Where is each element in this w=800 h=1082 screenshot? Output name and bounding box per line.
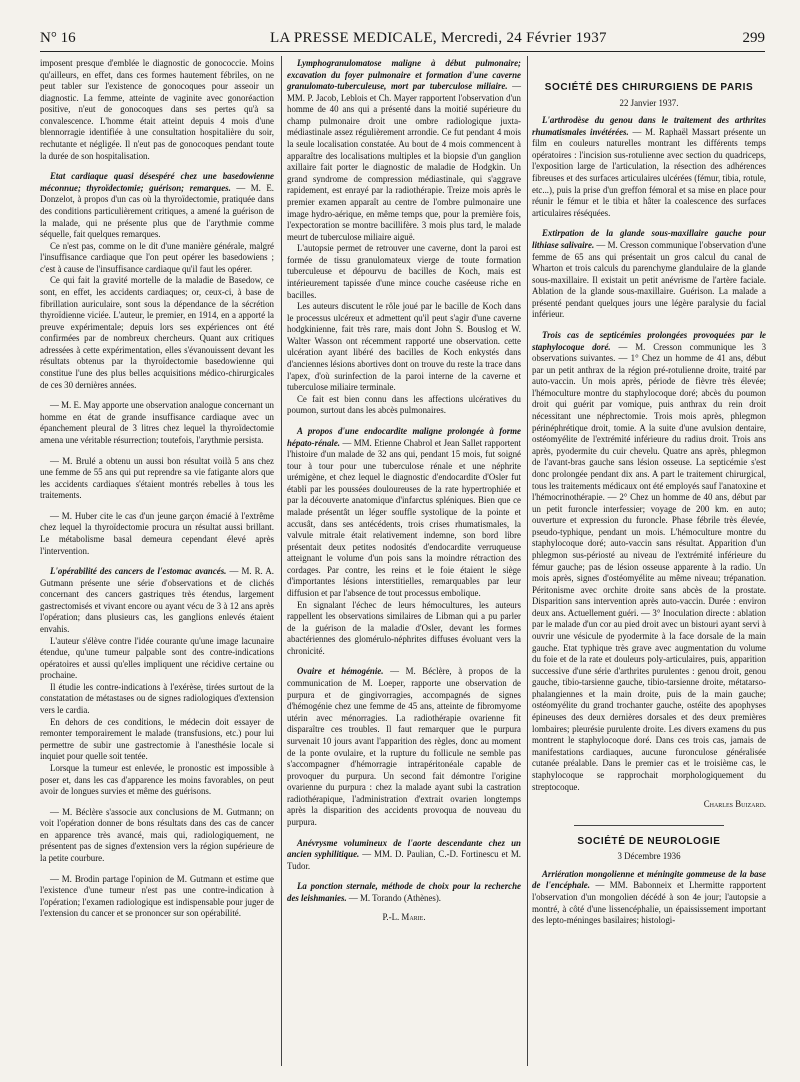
- paragraph: [287, 243, 521, 301]
- column-2: [287, 58, 521, 924]
- section-divider: [574, 825, 724, 826]
- paragraph: [40, 566, 274, 635]
- column-divider: [281, 56, 282, 1066]
- paragraph: [287, 600, 521, 658]
- issue-number: N° 16: [40, 30, 76, 46]
- page-header: [40, 30, 765, 52]
- publication-title: LA PRESSE MEDICALE, Mercredi, 24 Février 1937: [270, 30, 607, 46]
- paragraph-text: — M. E. May apporte une observation analogue concernant un homme en état de grande insuffisance cardiaque avec un épanchement pleural de 3 litres chez lequel la thyroïdectomie amena une véritable résurrection; toutefois, l'arythmie persista.: [40, 400, 274, 445]
- paragraph: [532, 228, 766, 321]
- section-date: 22 Janvier 1937.: [619, 97, 679, 108]
- signature: Charles Buizard.: [703, 799, 766, 810]
- paragraph-text: — M. Huber cite le cas d'un jeune garçon émacié à l'extrême chez lequel la thyroïdectomie procura un résultat aussi brillant. Le métabolisme basal demeura cependant élevé après l'intervention.: [40, 510, 274, 556]
- paragraph-text: — M. Raphaël Massart présente un film en couleurs naturelles montrant les différents temps opératoires : l'incision sus-rotulienne avec section du quadriceps, l'exposition large de l'articulation, la résection des adhérences fibreuses et des surfaces articulaires ulcérées (fémur, tibia, rotule, etc...), puis la prise d'un greffon fémoral et sa mise en place pour réunir le fémur et le tibia et hâter la coalescence des surfaces articulaires réséquées.: [532, 126, 766, 218]
- paragraph: [287, 58, 521, 243]
- paragraph-heading: Extirpation de la glande sous-maxillaire gauche pour lithiase salivaire.: [532, 228, 766, 250]
- paragraph: [532, 115, 766, 219]
- signature: P.-L. Marie.: [382, 912, 426, 923]
- paragraph-text: Ce n'est pas, comme on le dit d'une manière générale, malgré l'insuffisance cardiaque que l'on peut opérer les basedowiens ; c'est à cause de l'insuffisance cardiaque qu'il faut les opérer.: [40, 240, 274, 274]
- paragraph-text: — MM. P. Jacob, Leblois et Ch. Mayer rapportent l'observation d'un homme de 40 ans qui a présenté dans la moitié supérieure du champ pulmonaire droit une ombre radiologique juxta-médiastinale assez régulièrement arrondie. Ce fut pendant 4 mois la seule localisation constatée. Au bout de 4 mois commencent à apparaître des localisations multiples et la biopsie d'un ganglion axillaire fait porter le diagnostic de maladie de Hodgkin. Un grand syndrome de compression médiastinale, qui s'aggrave rapidement, est enrayé par la radiothérapie. Treize mois après le premier examen apparaît au centre de l'ombre pulmonaire une image hydro-aérique, en même temps que, pour la première fois, l'expectoration se montre bacillifère. 3 mois plus tard, le malade meurt de tuberculose miliaire aiguë.: [287, 81, 522, 242]
- paragraph-text: Ce qui fait la gravité mortelle de la maladie de Basedow, ce sont, en effet, les accidents cardiaques; or, ceux-ci, à base de fibrillation auriculaire, sont sous la dépendance de la sécrétion thyroïdienne viciée. L'auteur, le premier, en 1914, en a apporté la preuve expérimentale; depuis lors ses expériences ont été confirmées par de nombreux chercheurs. Quant aux critiques adressées à cette expérimentation, elles s'évanouissent devant les résultats obtenus par la thyroïdectomie basedowienne qui constitue l'une des plus belles acquisitions médico-chirurgicales de ces 30 dernières années.: [40, 275, 274, 390]
- paragraph-text: En dehors de ces conditions, le médecin doit essayer de remonter temporairement le malade (transfusions, etc.) pour lui permettre de subir une gastrectomie à l'anesthésie locale si inquiet pour quelle soit tentée.: [40, 716, 274, 762]
- paragraph: [532, 869, 766, 927]
- paragraph: [532, 330, 766, 793]
- paragraph-text: — M. Cresson communique les 3 observations suivantes. — 1° Chez un homme de 41 ans, début par un petit anthrax de la région pré-rotulienne droite, traité par auto-vaccin. Un mois après, période de fièvre très élevée; l'hémoculture montre du staphylocoque doré; abcès du poumon droit qui guérit par vomique, puis anthrax du rein droit nécessitant une néphrectomie. Trois mois après, phlegmon périnéphrétique droit, tomie. A la suite d'une avulsion dentaire, ostéomyélite de l'extrémité inférieure du radius droit. Trois ans après, pyodermite du cuir chevelu. Quatre ans après, phlegmon de l'avant-bras gauche sans lésion osseuse. La septicémie s'est donc prolongée pendant dix ans. A part le traitement chirurgical, tous les traitements médicaux ont été employés sauf l'anatoxine et l'hémocrinothérapie. — 2° Chez un homme de 40 ans, début par un petit furoncle interfessier; voyage de 200 km. en auto; ouverture et expression du furoncle. Phase fébrile très élevée, pseudo-typhique, pendant un mois. L'hémoculture montre du staphylocoque doré; auto-vaccin sans résultat. Apparition d'un phlegmon sus-périosté au niveau de l'extrémité inférieure du fémur gauche; pas de lésion osseuse apparente à la radio. Un mois après, signes d'ostéomyélite au même niveau; trépanation. Péritonisme avec orchite droite sans abcès de la prostate. Disparition sans intervention après auto-vaccin. Durée : environ deux ans. Actuellement guéri. — 3° Inoculation directe : ablation par le malade d'un cor au pied droit avec un bistouri ayant servi à ouvrir une vésicule de pyodermite à la face dorsale de la main gauche. Etat typhique très grave avec augmentation du volume du foie et de la rate et douleurs poly-articulaires, puis, apparition successive d'une série d'arthrites purulentes : genou droit, genou gauche, tibio-tarsienne gauche, tibio-tarsienne droite, métatarso-phalangiennes et la main droite, puis de la main gauche; ostéomyélite du grand trochanter gauche, ostéite des apophyses épineuses des deux dernières dorsales et des deux premières lombaires; pleurésie purulente droite. Les divers examens du pus montrent le staphylocoque doré. Dans ces trois cas, jamais de manifestations cardiaques, aucune furonculose généralisée cutanée préalable. Dans le premier cas et le troisième cas, le staphylocoque se rapprochait morphologiquement du streptocoque.: [532, 341, 767, 792]
- paragraph-text: — M. E. Donzelot, à propos d'un cas où la thyroïdectomie, pratiquée dans des conditions particulièrement critiques, a amené la guérison de la malade, qui ne présente plus que de l'arythmie comme séquelle, fait quelques remarques.: [40, 182, 274, 240]
- paragraph-text: Il étudie les contre-indications à l'exérèse, tirées surtout de la constatation de métastases ou de signes radiologiques d'extension vers le cardia.: [40, 681, 274, 716]
- paragraph: [40, 763, 274, 798]
- paragraph-text: L'autopsie permet de retrouver une caverne, dont la paroi est formée de tissu granulomateux vierge de toute formation tuberculeuse et dépourvu de bacilles de Koch, mais est intérieurement tapissée d'une mince couche caséeuse riche en bacilles.: [287, 243, 521, 300]
- paragraph-text: — M. Béclère, à propos de la communication de M. Loeper, rapporte une observation de purpura et de gingivorragies, accompagnés de signes d'hémogénie chez une femme de 45 ans, atteinte de fibromyome utérin avec ménorragies. La radiothérapie ovarienne fit disparaître ces troubles. Il faut remarquer que le purpura survenait 10 jours avant l'apparition des règles, donc au moment de la ponte ovulaire, et la rupture du follicule ne semble pas s'accompagner d'hémorragie intrapéritonéale capable de provoquer du purpura. Un second fait démontre l'origine ovarienne du purpura : chez la malade ayant subi la castration radiothérapique, l'administration d'extrait ovarien longtemps après la disparition des accidents provoqua de nouveau du purpura.: [287, 666, 521, 827]
- column-1: [40, 58, 274, 920]
- paragraph-text: — M. Torando (Athènes).: [346, 892, 442, 903]
- paragraph-heading: La ponction sternale, méthode de choix pour la recherche des leishmanies.: [287, 881, 521, 903]
- paragraph: [40, 807, 274, 865]
- paragraph: [40, 636, 274, 682]
- paragraph-heading: Etat cardiaque quasi désespéré chez une basedowienne méconnue; thyroïdectomie; guérison; remarques.: [40, 171, 274, 193]
- paragraph-text: — MM. D. Paulian, C.-D. Fortinescu et M. Tudor.: [287, 849, 521, 871]
- paragraph: [40, 400, 274, 446]
- paragraph-heading: Anévrysme volumineux de l'aorte descendante chez un ancien syphilitique.: [287, 837, 521, 860]
- paragraph: [287, 394, 521, 417]
- paragraph-text: L'auteur s'élève contre l'idée courante qu'une image lacunaire étendue, qu'une tumeur palpable sont des contre-indications opératoires et aussi qu'elles impliquent une récidive certaine ou prochaine.: [40, 635, 274, 681]
- paragraph: [287, 881, 521, 904]
- paragraph: [40, 58, 274, 162]
- paragraph: [40, 171, 274, 240]
- paragraph-text: Lorsque la tumeur est enlevée, le pronostic est impossible à poser et, dans les cas d'apparence les moins favorables, on peut avoir de longues survies et même des guérisons.: [40, 762, 274, 797]
- section-date: 3 Décembre 1936: [617, 851, 681, 862]
- paragraph-text: — M. Brulé a obtenu un aussi bon résultat voilà 5 ans chez une femme de 55 ans qui put reprendre sa vie fatigante alors que les accidents cardiaques s'étaient montrés rebelles à tous les traitements.: [40, 455, 274, 501]
- paragraph: [40, 682, 274, 717]
- paragraph-text: — M. Brodin partage l'opinion de M. Gutmann et estime que l'existence d'une tumeur n'est pas une contre-indication à l'opération; l'examen radiologique est indispensable pour juger de l'extension du cancer et se prononcer sur son opérabilité.: [40, 873, 274, 919]
- paragraph: [40, 717, 274, 763]
- paragraph-heading: Ovaire et hémogénie.: [297, 666, 384, 677]
- paragraph-heading: L'opérabilité des cancers de l'estomac avancés.: [50, 566, 227, 577]
- paragraph: [287, 301, 521, 394]
- paragraph-text: imposent presque d'emblée le diagnostic de gonococcie. Moins qu'ailleurs, en effet, dans ces formes hautement fébriles, on ne peut tabler sur l'existence de gonocoques pour asseoir un diagnostic. La femme, atteinte de vaginite avec gonoréaction positive, n'eut de gonocoques dans ses pertes qu'à sa convalescence. L'homme était atteint depuis 4 mois d'une blennorragie identifiée à une consultation hospitalière du soir, rechutante et négligée. Il n'eut pas de gonocoques pendant toute la durée de son hospitalisation.: [40, 58, 274, 161]
- paragraph: [287, 666, 521, 828]
- paragraph-heading: A propos d'une endocardite maligne prolongée à forme hépato-rénale.: [287, 425, 521, 448]
- paragraph-text: — M. R. A. Gutmann présente une série d'observations et de clichés concernant des cancers gastriques très étendus, largement gastrectomisés et vivant encore ou ayant vécu de 3 à 12 ans après l'opération; dans plusieurs cas, les ganglions enlevés étaient envahis.: [40, 566, 274, 635]
- paragraph: [40, 874, 274, 920]
- paragraph-text: — MM. Babonneix et Lhermitte rapportent l'observation d'un mongolien décédé à son 4e jour; l'autopsie a montré, à côté d'une lissencéphalie, un épaississement important des lepto-méninges basilaires; histologi-: [532, 880, 766, 926]
- paragraph-text: En signalant l'échec de leurs hémocultures, les auteurs rappellent les observations similaires de Libman qui a pu parler de la guérison de la maladie d'Osler, devant les formes abactériennes des glomérulo-néphrites diffuses évoluant vers la chronicité.: [287, 599, 521, 656]
- paragraph-text: Les auteurs discutent le rôle joué par le bacille de Koch dans le processus ulcéreux et admettent qu'il peut s'agir d'une caverne hodgkinienne, fait très rare, mais dont John S. Bouslog et W. Walter Wasson ont récemment rapporté une observation. cette ulcération ayant libéré des bacilles de Koch enkystés dans d'anciennes lésions abortives dont on trouve du reste la trace dans l'apex, d'où surinfection de la paroi interne de la caverne et tuberculose miliaire terminale.: [287, 301, 521, 393]
- paragraph: [40, 241, 274, 276]
- paragraph-text: — M. Cresson communique l'observation d'une femme de 65 ans qui présentait un gros calcul du canal de Wharton et trois calculs du parenchyme glandulaire de la glande sous-maxillaire. Il existait un petit anévrisme de l'artère faciale. Ablation de la glande sous-maxillaire. Guérison. La malade a présenté pendant quelques jours une légère paralysie du facial inférieur.: [532, 239, 766, 320]
- paragraph-heading: Lymphogranulomatose maligne à début pulmonaire; excavation du foyer pulmonaire et formation d'une caverne granulomato-tuberculeuse, mort par tuberculose miliaire.: [287, 58, 521, 92]
- paragraph: [40, 511, 274, 557]
- paragraph: [287, 426, 521, 600]
- section-title: SOCIÉTÉ DES CHIRURGIENS DE PARIS: [544, 82, 754, 93]
- page-number: 299: [742, 30, 765, 46]
- paragraph-heading: Trois cas de septicémies prolongées provoquées par le staphylocoque doré.: [532, 329, 766, 352]
- paragraph-text: Ce fait est bien connu dans les affections ulcératives du poumon, surtout dans les abcès pulmonaires.: [287, 393, 521, 416]
- paragraph-text: — MM. Etienne Chabrol et Jean Sallet rapportent l'histoire d'un malade de 32 ans qui, pendant 15 mois, fut soigné tour à tour pour une tuberculose rénale et une néphrite urémigène, et chez lequel le diagnostic d'endocardite d'Osler fut établi par les poussées douloureuses de la rate hypertrophiée et par la découverte anatomique d'infarctus spléniques. Bien que ce malade présentât un léger souffle systolique de la pointe et accusât, dans ses antécédents, trois crises rhumatismales, la valvule mitrale était relativement indemne, son bord libre présentait deux petites nodosités d'endocardite verruqueuse atteignant le volume d'un pois sans la moindre rétraction des cordages. Par contre, les reins et le foie étaient le siège d'importantes lésions interstitielles, remarquables par leur diffusion et par l'absence de tout processus embolique.: [287, 437, 521, 599]
- paragraph-heading: Arriération mongolienne et méningite gommeuse de la base de l'encéphale.: [532, 868, 766, 891]
- paragraph-text: — M. Béclère s'associe aux conclusions de M. Gutmann; on voit l'opération donner de bons résultats dans des cas de cancer en apparence très avancé, mais qui, radiologiquement, ne présentent pas de signes d'extension vers la région supérieure de la petite courbure.: [40, 806, 274, 863]
- column-3: [532, 58, 766, 927]
- paragraph: [287, 838, 521, 873]
- header-rule: [40, 51, 765, 52]
- paragraph: [40, 275, 274, 391]
- column-divider: [527, 56, 528, 1066]
- paragraph: [40, 456, 274, 502]
- section-title: SOCIÉTÉ DE NEUROLOGIE: [577, 835, 721, 847]
- paragraph-heading: L'arthrodèse du genou dans le traitement des arthrites rhumatismales invétérées.: [532, 115, 766, 137]
